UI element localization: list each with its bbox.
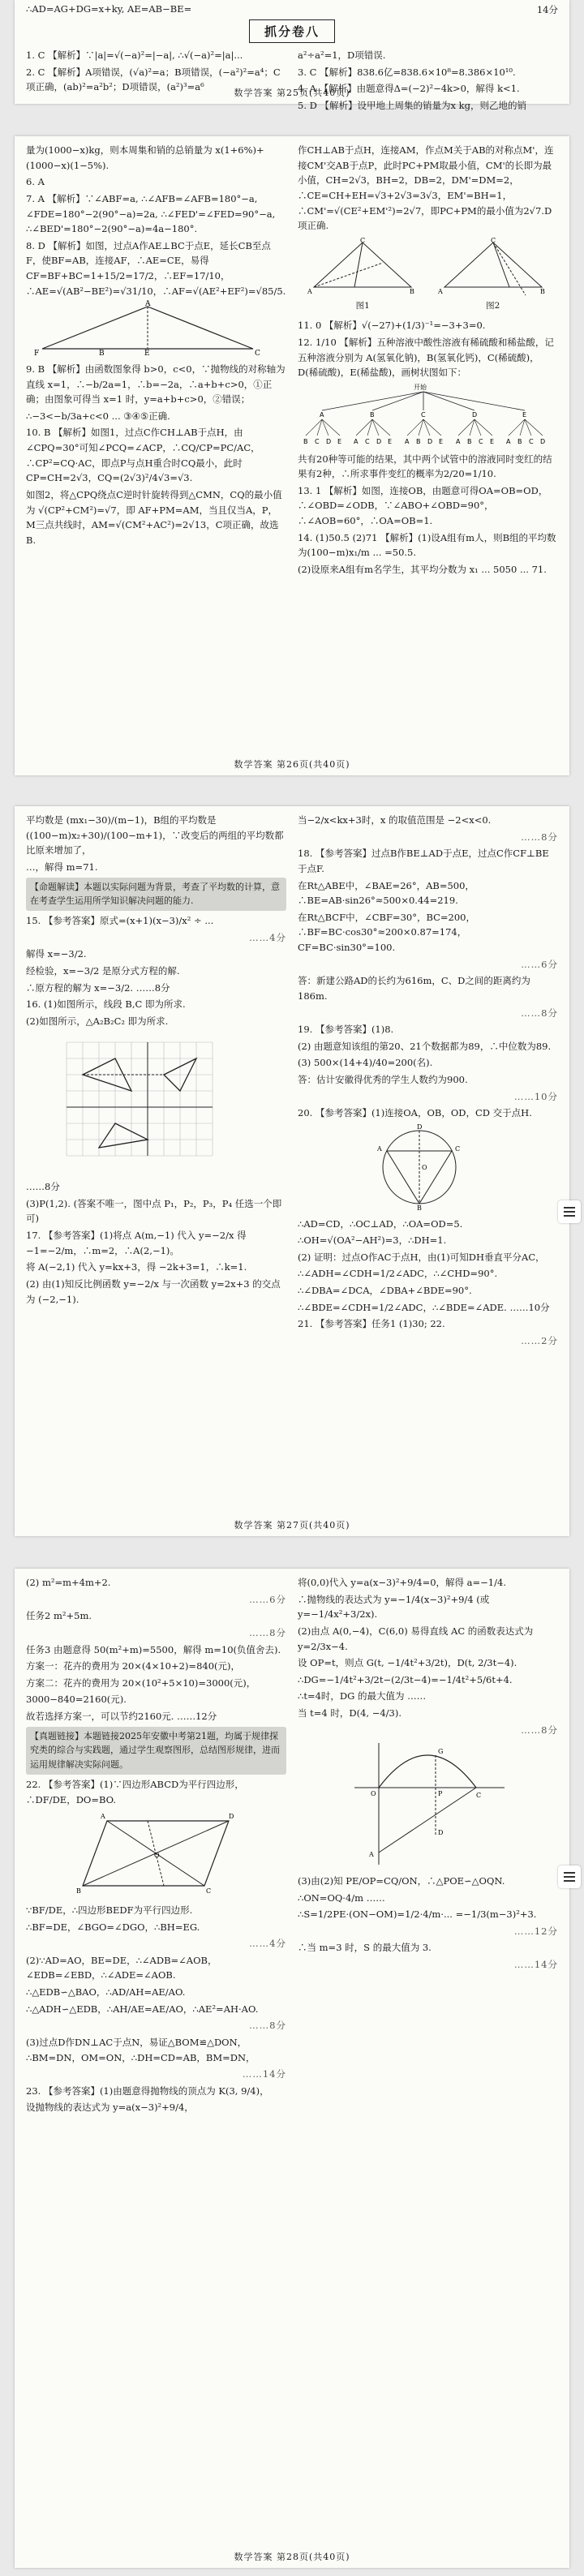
answer-line: ∴∠ADH=∠CDH=1/2∠ADC，∴∠CHD=90°.	[298, 1268, 498, 1280]
answer-line: 将 A(−2,1) 代入 y=kx+3，得 −2k+3=1，∴k=1.	[26, 1261, 247, 1273]
page-footer: 数学答案 第25页(共40页)	[234, 88, 350, 98]
answer-line: ∴t=4时，DG 的最大值为 ……	[298, 1690, 427, 1702]
svg-text:C: C	[421, 410, 426, 419]
answer-line: 平均数是 (mx₁−30)/(m−1)，B组的平均数是 ((100−m)x₂+30)/(100−m+1)，∵改变后的两组的平均数都比原来增加了，	[26, 814, 284, 857]
answer-line: 18. 【参考答案】过点B作BE⊥AD于点E，过点C作CF⊥BE于点F.	[298, 848, 549, 874]
answer-line: 5. D 【解析】设甲地上周集的销量为x kg，则乙地的销	[298, 99, 526, 111]
svg-text:A: A	[369, 1851, 374, 1859]
svg-text:C: C	[255, 350, 260, 358]
score-mark: ……14分	[242, 2068, 286, 2080]
answer-line: ∴AD=CD，∴OC⊥AD，∴OA=OD=5.	[298, 1217, 463, 1230]
svg-text:A: A	[405, 437, 410, 445]
svg-text:B: B	[416, 437, 421, 445]
score-mark: ……8分	[521, 831, 558, 843]
answer-line: 14. (1)50.5 (2)71 【解析】(1)设A组有m人，则B组的平均数为(100−m)x₁/m ... =50.5.	[298, 531, 556, 559]
score-mark: ……6分	[249, 1593, 286, 1605]
answer-line: a²÷a²=1，D项错误.	[298, 49, 386, 61]
answer-line: 设抛物线的表达式为 y=a(x−3)²+9/4，	[26, 2102, 194, 2114]
figure-1	[306, 238, 419, 295]
score-mark: ……10分	[513, 1090, 558, 1102]
svg-text:A: A	[456, 437, 461, 445]
answer-line: …，解得 m=71.	[26, 861, 98, 873]
answer-line: ∴抛物线的表达式为 y=−1/4(x−3)²+9/4 (或 y=−1/4x²+3/2x).	[298, 1593, 490, 1621]
svg-text:A: A	[506, 437, 511, 445]
top-score: 14分	[536, 4, 558, 15]
side-menu-icon[interactable]	[558, 1200, 581, 1223]
answer-page-25	[15, 0, 569, 111]
grid-figure	[58, 1034, 221, 1172]
answer-line: 任务3 由题意得 50(m²+m)=5500，解得 m=10(负值舍去).	[26, 1643, 281, 1655]
section-banner: 抓分卷八	[15, 19, 569, 43]
answer-line: 作CH⊥AB于点H，连接AM，作点M关于AB的对称点M'，连接CM'交AB于点P，此时PC+PM取最小值，CM'的长即为最小值，CH=2√3，BH=2，DB=2，DM'=DM=2，∴CE=CH+EH=√3+2√3=3√3，EM'=BH=1，∴CM'=√(CE²+EM'²)=2√7，即PC+PM的最小值为2√7.D项正确.	[298, 144, 554, 232]
answer-line: ∴S=1/2PE·(ON−OM)=1/2·4/m·... =−1/3(m−3)²+3.	[298, 1908, 537, 1921]
score-mark: ……8分	[249, 1626, 286, 1638]
answer-line: 3. C 【解析】838.6亿=838.6×10⁸=8.386×10¹⁰.	[298, 66, 516, 78]
answer-line: (2)如图所示，△A₂B₂C₂ 即为所求.	[26, 1015, 169, 1027]
svg-text:P: P	[438, 1790, 443, 1798]
page-footer: 数学答案 第28页(共40页)	[234, 2552, 350, 2562]
answer-line: 1. C 【解析】∵|a|=√(−a)²=|−a|, ∴√(−a)²=|a|...	[26, 49, 243, 61]
svg-text:D: D	[438, 1829, 444, 1837]
answer-line: ∴原方程的解为 x=−3/2. ……8分	[26, 981, 170, 994]
answer-line: 共有20种等可能的结果，其中两个试管中的溶液同时变红的结果有2种，∴所求事件变红的概率为2/20=1/10.	[298, 453, 552, 480]
answer-page-28	[15, 1569, 569, 2568]
svg-text:C: C	[476, 1792, 482, 1800]
answer-line: ∴OH=√(OA²−AH²)=3，∴DH=1.	[298, 1234, 447, 1247]
score-mark: ……8分	[249, 2020, 286, 2032]
svg-text:E: E	[337, 437, 342, 445]
figure-1-caption: 图1	[355, 301, 370, 311]
svg-text:B: B	[303, 437, 308, 445]
svg-text:A: A	[354, 437, 359, 445]
score-mark: ……4分	[249, 931, 286, 943]
svg-text:A: A	[377, 1144, 382, 1153]
answer-line: ∴△ADH∽△EDB，∴AH/AE=AE/AO，∴AE²=AH·AO.	[26, 2003, 259, 2015]
svg-text:C: C	[529, 437, 534, 445]
answer-line: 7. A 【解析】∵∠ABF=a, ∴∠AFB=∠AFB=180°−a, ∠FDE=180°−2(90°−a)=2a, ∴∠FED'=∠FED=90°−a, ∴∠BED'=180°−2(90°−a)=4a−180°.	[26, 192, 276, 235]
svg-text:B: B	[99, 350, 105, 358]
svg-text:A: A	[145, 300, 151, 309]
svg-text:C: C	[315, 437, 320, 445]
answer-line: 16. (1)如图所示，线段 B,C 即为所求.	[26, 998, 186, 1011]
svg-text:A: A	[320, 410, 324, 419]
score-mark: ……12分	[513, 1925, 558, 1937]
commentary-box: 【真题链接】本题链接2025年安徽中考第21题，均属于规律探究类的综合与实践题，通过学生观察图形，总结图形规律，进而运用规律解决实际问题。	[26, 1727, 286, 1775]
right-column	[298, 143, 558, 579]
answer-line: 3000−840=2160(元).	[26, 1694, 127, 1706]
svg-text:C: C	[479, 437, 483, 445]
left-column	[26, 143, 286, 579]
answer-line: ∵BF/DE，∴四边形BEDF为平行四边形.	[26, 1904, 193, 1916]
score-mark: ……4分	[249, 1938, 286, 1950]
page-footer: 数学答案 第27页(共40页)	[234, 1520, 350, 1531]
answer-line: 任务2 m²+5m.	[26, 1610, 92, 1622]
circle-figure	[371, 1123, 468, 1212]
svg-text:O: O	[154, 1852, 160, 1860]
right-column	[298, 1575, 558, 2117]
answer-line: (2)设原来A组有m名学生，其平均分数为 x₁ ... 5050 ... 71.	[298, 563, 547, 575]
answer-line: 11. 0 【解析】√(−27)+(1/3)⁻¹=−3+3=0.	[298, 320, 486, 332]
svg-text:A: A	[101, 1813, 105, 1821]
answer-line: 10. B 【解析】如图1，过点C作CH⊥AB于点H，由∠CPQ=30°可知∠PCQ=∠ACP，∴CQ/CP=PC/AC，∴CP²=CQ·AC，即点P与点H重合时CQ最小，此时 CP=CH=2√3，CQ=(2√3)²/4√3=√3.	[26, 427, 260, 484]
answer-line: 20. 【参考答案】(1)连接OA，OB，OD，CD 交于点H.	[298, 1107, 532, 1119]
svg-text:B: B	[467, 437, 472, 445]
answer-line: (3)过点D作DN⊥AC于点N，易证△BOM≌△DON，∴BM=DN，OM=ON，∴DH=CD=AB，BM=DN，	[26, 2036, 256, 2063]
answer-line: 12. 1/10 【解析】五种溶液中酸性溶液有稀硫酸和稀盐酸，记五种溶液分别为 A(氢氧化钠)，B(氢氧化钙)，C(稀硫酸)，D(稀硫酸)，E(稀盐酸)，画树状图如下：	[298, 337, 554, 379]
figure-2-caption: 图2	[486, 301, 500, 311]
answer-line: 19. 【参考答案】(1)8.	[298, 1024, 394, 1036]
answer-line: 量为(1000−x)kg，则本周集和销的总销量为 x(1+6%)+(1000−x)(1−5%).	[26, 144, 264, 171]
svg-text:E: E	[522, 410, 527, 419]
figure-row	[298, 238, 558, 314]
answer-line: (2) 由(1)知反比例函数 y=−2/x 与一次函数 y=2x+3 的交点为 (−2,−1).	[26, 1277, 281, 1305]
answer-line: 8. D 【解析】如图，过点A作AE⊥BC于点E，延长CB至点F，使BF=AB，连接AF，∴AE=CE，易得CF=BF+BC=1+15/2=17/2，∴EF=17/10，∴AE=√(AB²−BE²)=√31/10，∴AF=√(AE²+EF²)=√85/5.	[26, 239, 286, 297]
answer-line: 21. 【参考答案】任务1 (1)30; 22.	[298, 1318, 445, 1330]
answer-line: (2)由点 A(0,−4)，C(6,0) 易得直线 AC 的函数表达式为 y=2/3x−4.	[298, 1625, 534, 1652]
answer-line: 经检验，x=−3/2 是原分式方程的解.	[26, 965, 180, 977]
svg-text:A: A	[437, 287, 443, 295]
svg-text:D: D	[376, 437, 382, 445]
answer-line: (2) 证明：过点O作AC于点H，由(1)可知DH垂直平分AC，	[298, 1251, 545, 1263]
tree-diagram	[298, 382, 549, 447]
answer-line: (2)∵AD=AO，BE=DE，∴∠ADB=∠AOB，∠EDB=∠EBD，∴∠ADE=∠AOB.	[26, 1954, 217, 1981]
score-mark: ……2分	[521, 1334, 558, 1346]
svg-text:A: A	[307, 287, 313, 295]
answer-line: ∴∠BDE=∠CDH=1/2∠ADC，∴∠BDE=∠ADE. ……10分	[298, 1301, 550, 1313]
answer-line: 23. 【参考答案】(1)由题意得抛物线的顶点为 K(3, 9/4)，	[26, 2084, 269, 2097]
svg-text:D: D	[229, 1813, 234, 1821]
triangle-figure	[26, 300, 269, 357]
score-mark: ……6分	[521, 958, 558, 970]
answer-line: ∴DG=−1/4t²+3/2t−(2/3t−4)=−1/4t²+5/6t+4.	[298, 1673, 513, 1685]
right-column	[298, 48, 558, 115]
answer-page-27	[15, 806, 569, 1536]
svg-text:E: E	[439, 437, 444, 445]
answer-line: 22. 【参考答案】(1)∵四边形ABCD为平行四边形，∴DF/DE，DO=BO.	[26, 1779, 244, 1805]
answer-line: 答：新建公路AD的长约为616m，C、D之间的距离约为186m.	[298, 975, 530, 1002]
answer-line: (3)P(1,2). (答案不唯一，图中点 P₁，P₂，P₃，P₄ 任选一个即可)	[26, 1197, 282, 1225]
svg-text:O: O	[422, 1163, 427, 1171]
left-column	[26, 813, 286, 1350]
answer-line: ∴当 m=3 时，S 的最大值为 3.	[298, 1942, 432, 1954]
svg-text:D: D	[427, 437, 433, 445]
score-mark: ……14分	[513, 1959, 558, 1970]
figure-2	[436, 238, 550, 295]
svg-text:C: C	[365, 437, 370, 445]
answer-line: 4. A 【解析】由题意得Δ=(−2)²−4k>0，解得 k<1.	[298, 83, 520, 95]
parallelogram-figure	[75, 1809, 237, 1898]
answer-line: ……8分	[26, 1181, 60, 1193]
side-menu-icon[interactable]	[558, 1865, 581, 1888]
answer-line: (2) m²=m+4m+2.	[26, 1577, 111, 1588]
svg-text:E: E	[490, 437, 495, 445]
answer-line: ∴∠DBA=∠DCA，∠DBA+∠BDE=90°.	[298, 1285, 472, 1296]
svg-text:E: E	[144, 350, 150, 358]
answer-page-26	[15, 136, 569, 775]
answer-line: 17. 【参考答案】(1)将点 A(m,−1) 代入 y=−2/x 得 −1=−2/m，∴m=2，∴A(2,−1)。	[26, 1230, 247, 1256]
answer-line: 将(0,0)代入 y=a(x−3)²+9/4=0，解得 a=−1/4.	[298, 1577, 506, 1588]
answer-line: 当 t=4 时，D(4, −4/3).	[298, 1707, 402, 1719]
parabola-figure	[346, 1739, 509, 1869]
answer-line: ∴△EDB∽△BAO，∴AD/AH=AE/AO.	[26, 1986, 186, 1999]
svg-text:G: G	[438, 1748, 444, 1756]
svg-text:O: O	[371, 1790, 376, 1798]
svg-text:C: C	[490, 236, 496, 244]
answer-line: 13. 1 【解析】如图，连接OB，由题意可得OA=OB=OD，∴∠OBD=∠ODB，∵∠ABO+∠OBD=90°，∴∠AOB=60°，∴OA=OB=1.	[298, 484, 548, 526]
answer-line: 设 OP=t，则点 G(t, −1/4t²+3/2t)，D(t, 2/3t−4).	[298, 1657, 517, 1669]
svg-text:F: F	[34, 350, 40, 358]
answer-line: (3) 500×(14+4)/40=200(名).	[298, 1057, 433, 1069]
answer-line: 方案一：花卉的费用为 20×(4×10+2)=840(元)，	[26, 1660, 240, 1672]
svg-text:B: B	[370, 410, 375, 419]
score-mark: ……8分	[521, 1007, 558, 1019]
answer-line: 9. B 【解析】由函数图象得 b>0，c<0，∵抛物线的对称轴为直线 x=1，∴−b/2a=1，∴b=−2a，∴a+b+c>0，①正确；由图象可得当 x=1 时，y=a+b+c>0，②错误；	[26, 363, 286, 406]
answer-line: 解得 x=−3/2.	[26, 948, 87, 960]
answer-line: 答：估计安徽得优秀的学生人数约为900.	[298, 1074, 468, 1085]
svg-text:D: D	[472, 410, 478, 419]
answer-line: (3)由(2)知 PE/OP=CQ/ON，∴△POE∽△OQN.	[298, 1874, 505, 1887]
answer-line: 在Rt△BCF中，∠CBF=30°，BC=200，∴BF=BC·cos30°≈200×0.87=174，CF=BC·sin30°=100.	[298, 911, 475, 953]
score-mark: ……8分	[521, 1724, 558, 1736]
top-line: ∴AD=AG+DG=x+ky, AE=AB−BE=	[26, 3, 192, 15]
right-column	[298, 813, 558, 1350]
left-column	[26, 1575, 286, 2117]
page-footer: 数学答案 第26页(共40页)	[234, 759, 350, 770]
tree-root-label: 开始	[414, 383, 427, 391]
answer-line: 故若选择方案一，可以节约2160元. ……12分	[26, 1711, 217, 1722]
svg-text:B: B	[76, 1887, 81, 1896]
svg-text:D: D	[540, 437, 546, 445]
answer-line: ∴−3<−b/3a+c<0 ... ③④⑤正确.	[26, 410, 170, 422]
left-column	[26, 48, 286, 115]
answer-line: 如图2，将△CPQ绕点C逆时针旋转得到△CMN，CQ的最小值为 √(CP²+CM²)=√7，即 AF+PM=AM，当且仅当A，P，M三点共线时，AM=√(CM²+AC²)=2√13，C项正确，故选B.	[26, 488, 282, 546]
svg-text:C: C	[455, 1144, 461, 1153]
answer-line: (2) 由题意知该组的第20、21个数据都为89，∴中位数为89.	[298, 1040, 552, 1052]
svg-text:B: B	[410, 287, 415, 295]
answer-line: 当−2/x<kx+3时，x 的取值范围是 −2<x<0.	[298, 814, 492, 826]
svg-text:D: D	[326, 437, 332, 445]
answer-line: ∴ON=OQ·4/m ……	[298, 1891, 385, 1904]
commentary-box: 【命题解读】本题以实际问题为背景，考查了平均数的计算，意在考查学生运用所学知识解决问题的能力.	[26, 878, 286, 912]
svg-text:D: D	[417, 1123, 423, 1131]
answer-line: 6. A	[26, 176, 45, 188]
svg-text:B: B	[517, 437, 522, 445]
svg-text:C: C	[360, 236, 366, 244]
answer-line: 2. C 【解析】A项错误，(√a)²=a；B项错误，(−a²)²=a⁴；C项正确，(ab)²=a²b²；D项错误，(a²)³=a⁶	[26, 66, 281, 93]
svg-text:C: C	[206, 1887, 212, 1896]
answer-line: 在Rt△ABE中，∠BAE=26°，AB=500，∴BE=AB·sin26°≈500×0.44=219.	[298, 879, 474, 907]
svg-text:B: B	[539, 287, 545, 295]
svg-text:E: E	[388, 437, 393, 445]
answer-line: ∴BF=DE，∠BGO=∠DGO，∴BH=EG.	[26, 1921, 200, 1933]
answer-line: 方案二：花卉的费用为 20×(10²+5×10)=3000(元)，	[26, 1677, 256, 1689]
svg-text:B: B	[417, 1204, 422, 1212]
answer-line: 15. 【参考答案】原式=(x+1)(x−3)/x² ÷ ...	[26, 915, 214, 927]
